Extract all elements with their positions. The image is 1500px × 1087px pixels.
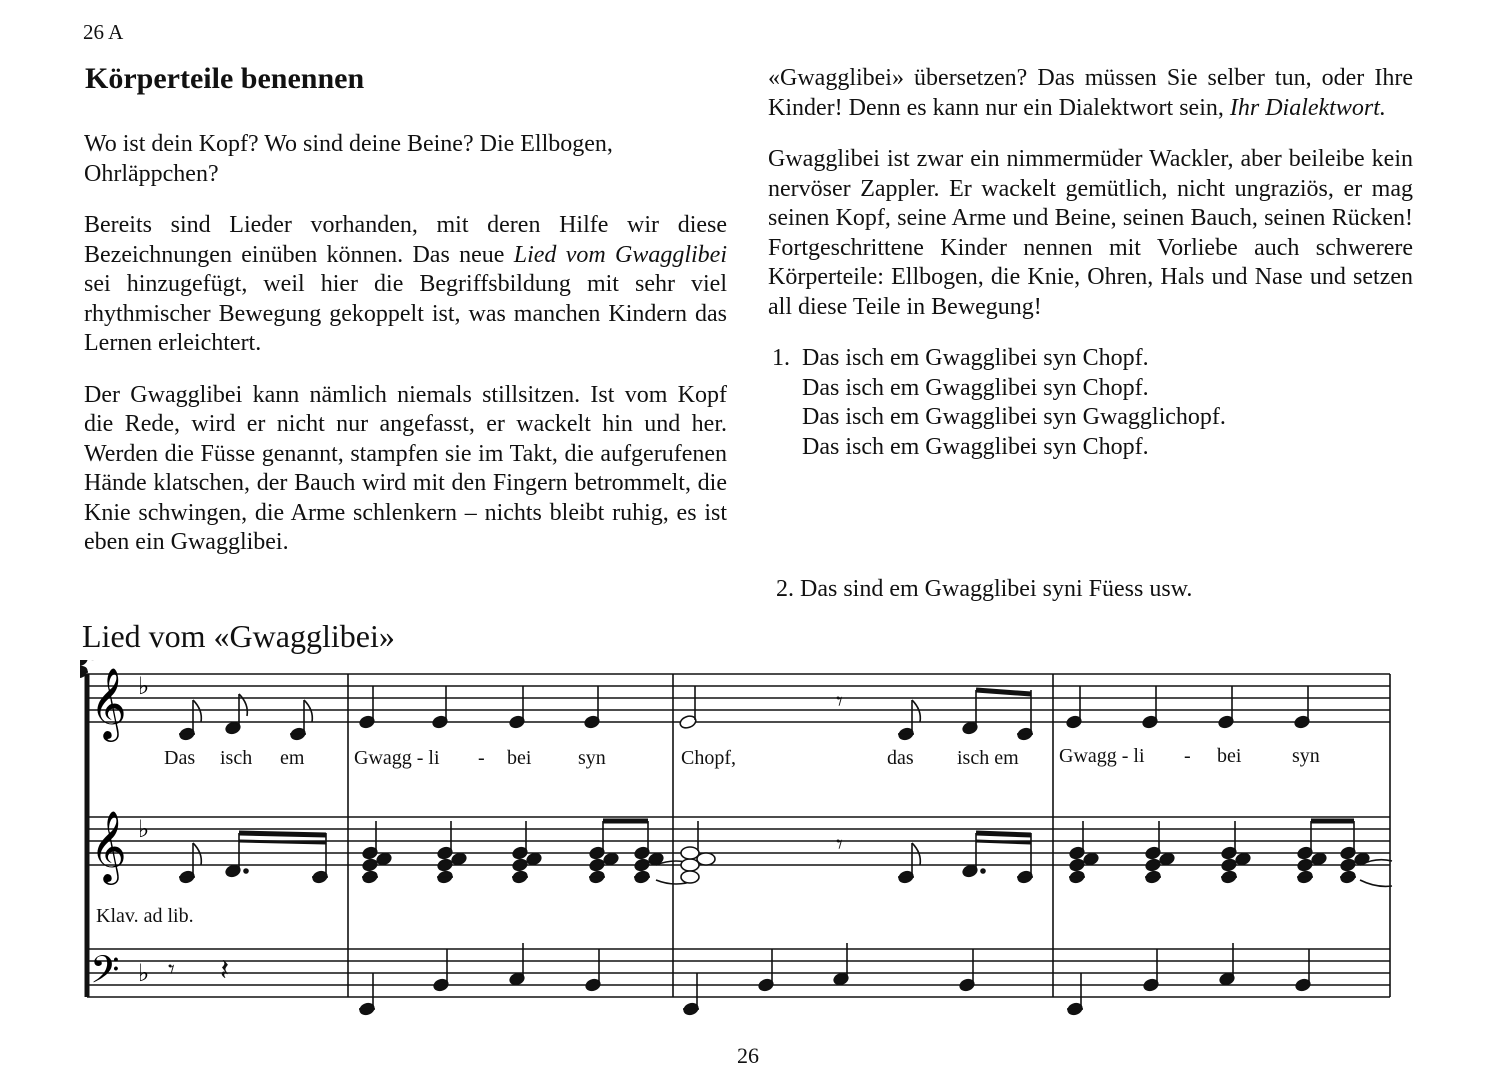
lyric: Gwagg - li [1059, 745, 1145, 767]
svg-text:𝄾: 𝄾 [168, 955, 175, 985]
verse-1 [772, 344, 1413, 462]
right-column [768, 64, 1413, 462]
intro-paragraph: Wo ist dein Kopf? Wo sind deine Beine? Die Ellbogen, Ohrläppchen? [84, 131, 613, 187]
flat-sign-icon: ♭ [138, 959, 150, 987]
paragraph-2-text-a: Bereits sind Lieder vorhanden, mit deren Hilfe wir diese Bezeichnungen einüben können. Das neue [84, 212, 727, 268]
page-number: 26 [737, 1043, 759, 1068]
verse-1-line-3: Das isch em Gwagglibei syn Gwagglichopf. [802, 404, 1226, 430]
lyric: Das [164, 747, 196, 769]
right-paragraph-1 [768, 64, 1413, 123]
lyric: syn [578, 747, 606, 769]
page-id: 26 A [83, 20, 124, 44]
lyric: isch em [957, 747, 1019, 769]
verse-1-line-1 [772, 344, 1413, 374]
verse-1-line-1-text: Das isch em Gwagglibei syn Chopf. [802, 345, 1149, 371]
verse-1-number: 1. [772, 345, 790, 371]
lyric: isch [220, 747, 253, 769]
lyric: bei [507, 747, 532, 769]
treble-clef-icon-piano: 𝄞 [90, 809, 127, 882]
lyric: syn [1292, 745, 1320, 767]
flat-sign-icon: ♭ [138, 815, 150, 843]
verse-1-line-4: Das isch em Gwagglibei syn Chopf. [802, 433, 1149, 460]
lyric: Gwagg - li [354, 747, 440, 769]
paragraph-2-text-b: sei hinzugefügt, weil hier die Begriffsbildung mit sehr viel rhythmischer Bewegung gekoppelt ist, was manchen Kindern das Lernen erleichtert. [84, 271, 727, 356]
svg-text:𝄾: 𝄾 [836, 687, 843, 717]
paragraph-3: Der Gwagglibei kann nämlich niemals stillsitzen. Ist vom Kopf die Rede, wird er nicht nur angefasst, er wackelt hin und her. Werden die Füsse genannt, stampfen sie im Takt, die aufgerufenen Hände klatschen, der Bauch wird mit den Fingern betrommelt, die Knie schwingen, die Arme schlenkern – nichts bleibt ruhig, es ist eben ein Gwagglibei. [84, 381, 727, 555]
lyric: - [1184, 745, 1191, 767]
verse-2: 2. Das sind em Gwagglibei syni Füess usw. [776, 576, 1193, 602]
right-paragraph-1-emphasis: Ihr Dialektwort. [1229, 94, 1386, 121]
lyric: Chopf, [681, 747, 736, 769]
page-title: Körperteile benennen [85, 62, 365, 95]
flat-sign-icon: ♭ [138, 672, 150, 700]
lyric: em [280, 747, 305, 769]
right-paragraph-2: Gwagglibei ist zwar ein nimmermüder Wackler, aber beileibe kein nervöser Zappler. Er wackelt gemütlich, nicht ungraziös, er mag seinen Kopf, seine Arme und Beine, seinen Bauch, seinen Rücken! Fortgeschrittene Kinder nennen mit Vorliebe auch schwerere Körperteile: Ellbogen, die Knie, Ohren, Hals und Nase und setzen all diese Teile in Bewegung! [768, 146, 1413, 320]
song-title: Lied vom «Gwagglibei» [82, 618, 395, 654]
treble-clef-icon: 𝄞 [90, 666, 127, 739]
lyric: bei [1217, 745, 1242, 767]
music-score [80, 660, 1400, 1025]
piano-label: Klav. ad lib. [96, 905, 194, 927]
left-column [84, 130, 727, 580]
lyric: das [887, 747, 914, 769]
svg-text:𝄽: 𝄽 [220, 953, 230, 988]
svg-text:𝄾: 𝄾 [836, 830, 843, 860]
paragraph-2 [84, 211, 727, 359]
right-paragraph-1-text: «Gwagglibei» übersetzen? Das müssen Sie selber tun, oder Ihre Kinder! Denn es kann nur ein Dialektwort sein, [768, 65, 1413, 121]
lyric: - [478, 747, 485, 769]
bass-clef-icon: 𝄢 [90, 947, 120, 1001]
verse-1-line-2: Das isch em Gwagglibei syn Chopf. [802, 374, 1149, 401]
paragraph-2-emphasis: Lied vom Gwagglibei [513, 241, 727, 268]
